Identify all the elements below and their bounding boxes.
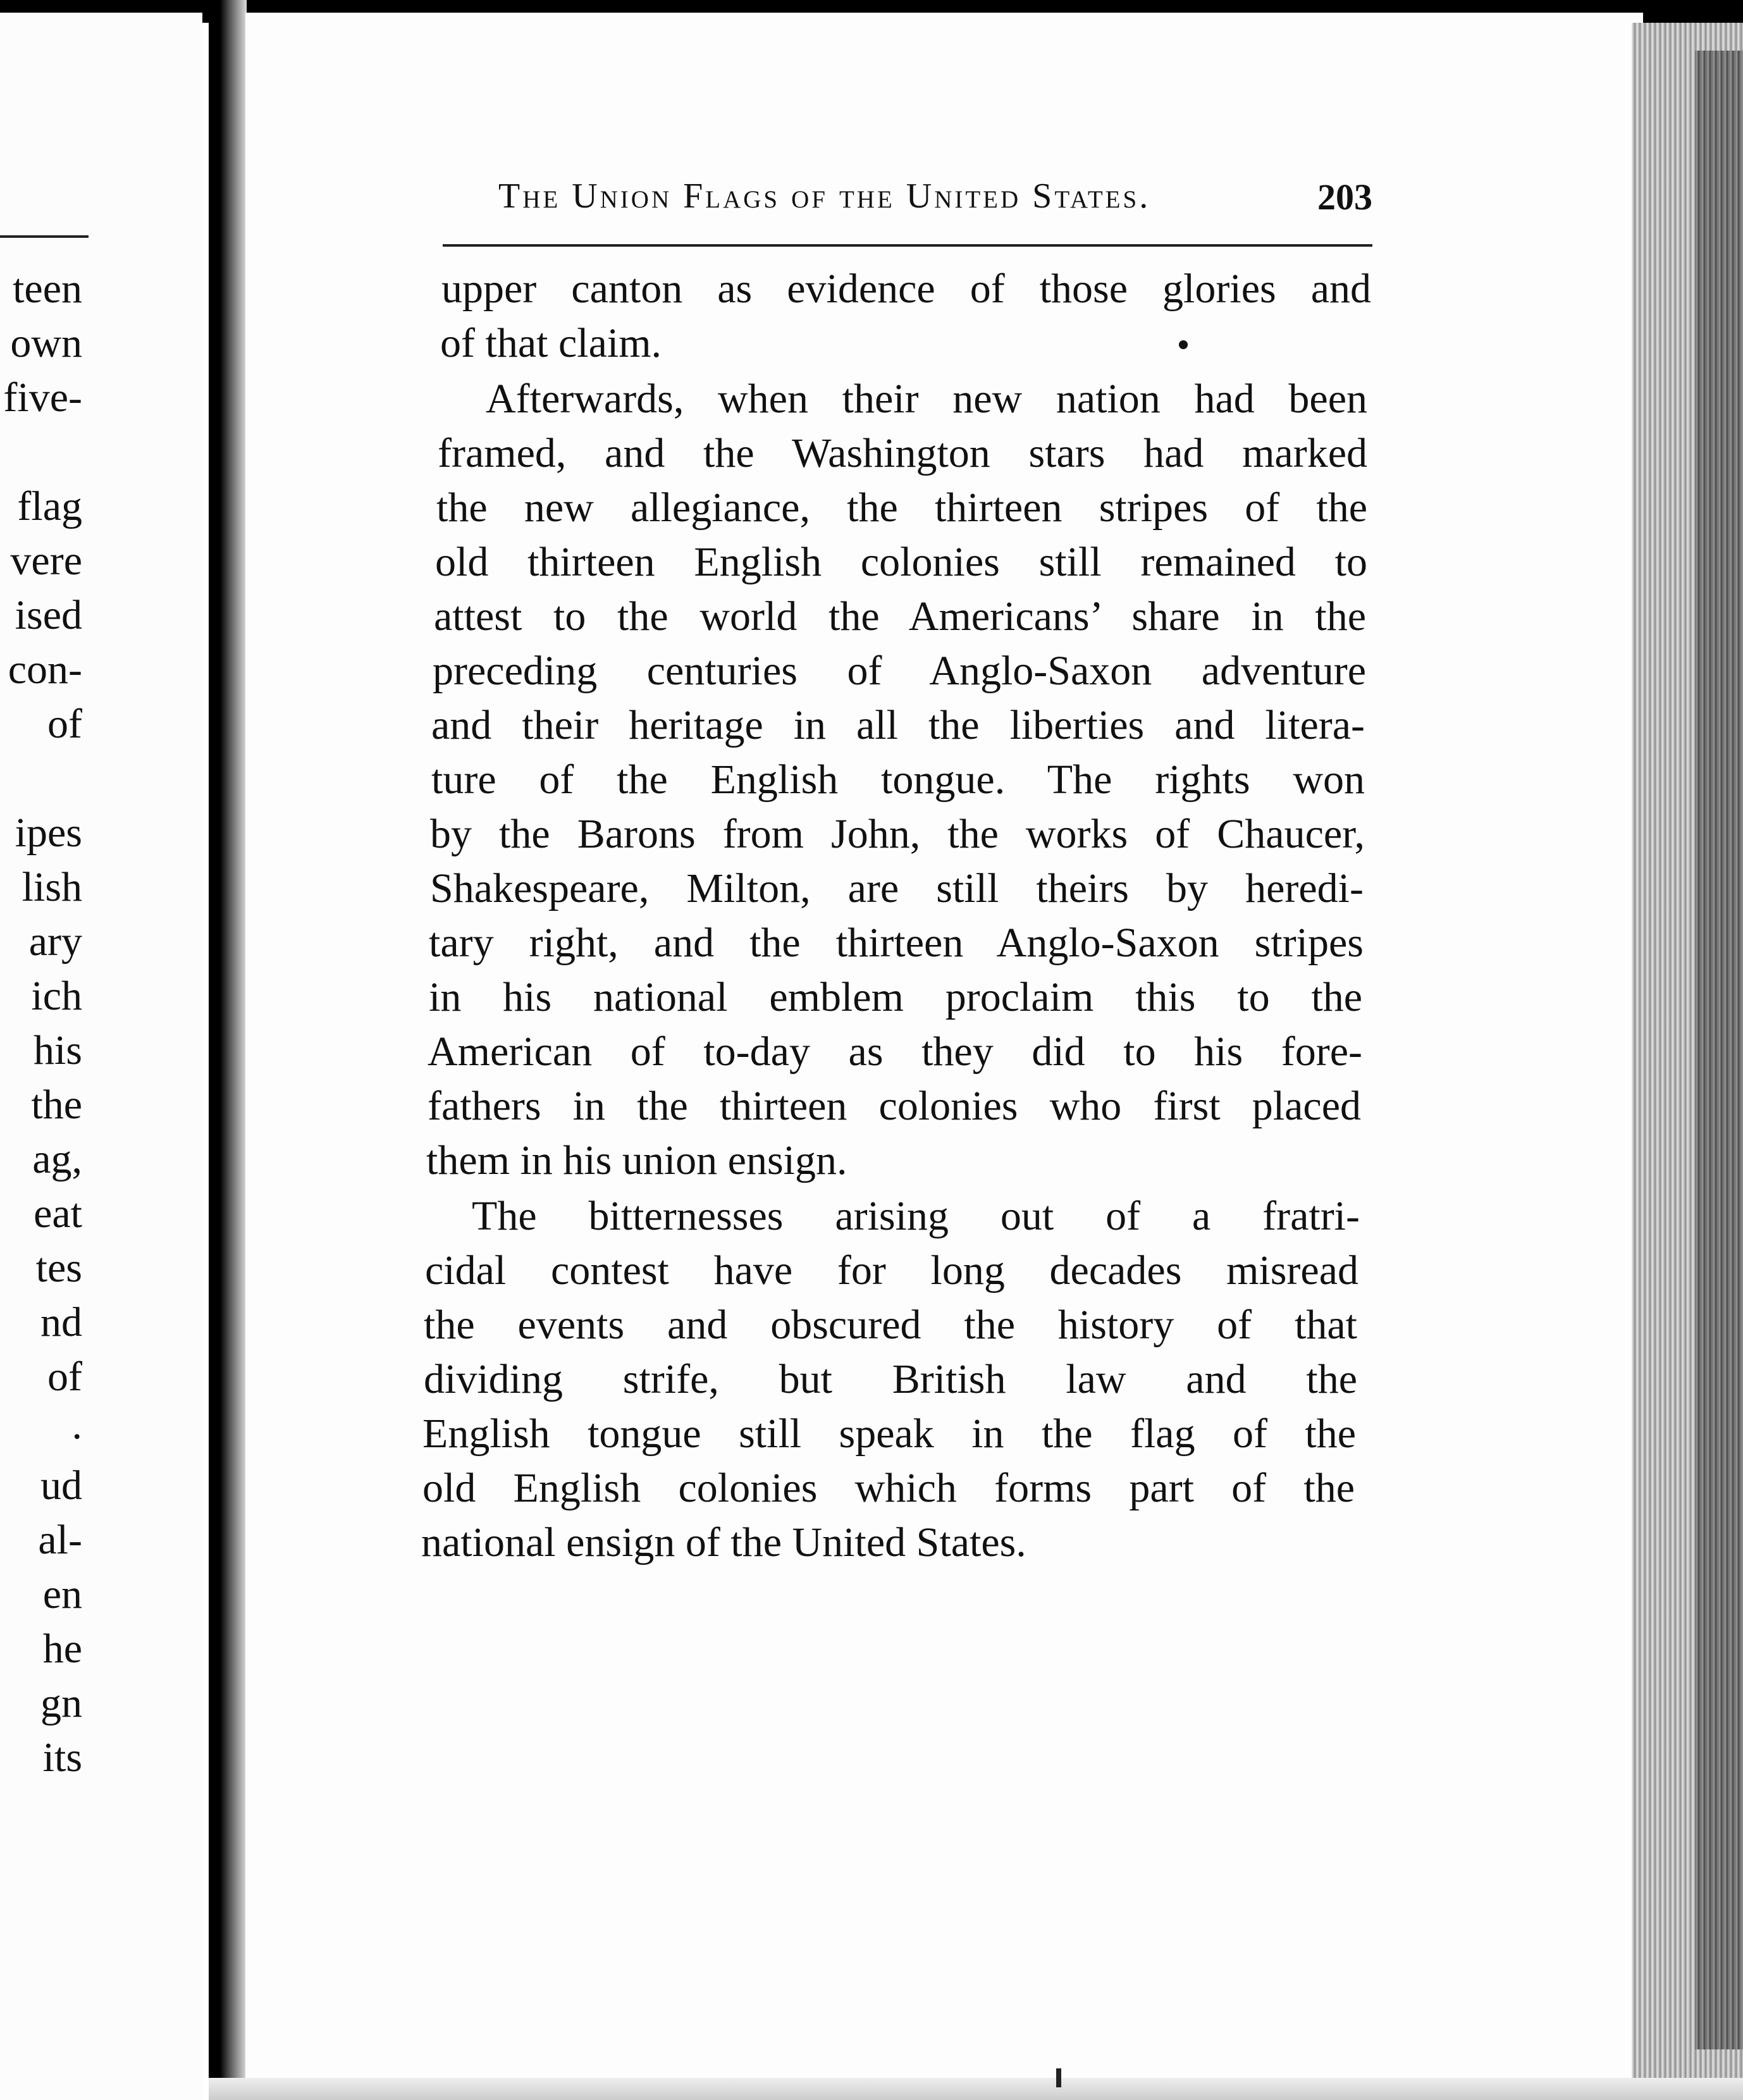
left-fragment: ised (15, 592, 82, 638)
text-line: old English colonies which forms part of the (422, 1465, 1355, 1511)
bottom-shadow (209, 2078, 1743, 2100)
left-fragment: of (47, 1354, 82, 1400)
running-title: The Union Flags of the United States. (498, 176, 1151, 216)
left-fragment: con- (8, 646, 82, 693)
left-fragment: own (10, 320, 82, 366)
text-line: and their heritage in all the liberties and litera- (431, 702, 1365, 748)
left-fragment: ary (28, 918, 82, 965)
left-fragment: flag (17, 483, 82, 529)
left-fragment: his (33, 1027, 82, 1073)
left-fragment: ud (40, 1462, 82, 1509)
left-fragment: its (42, 1734, 82, 1781)
scan-mark (1056, 2068, 1061, 2087)
text-line: English tongue still speak in the flag of the (422, 1411, 1356, 1457)
left-fragment: vere (10, 538, 82, 584)
left-fragment: teen (13, 266, 82, 312)
text-line: American of to-day as they did to his fore- (428, 1028, 1362, 1075)
text-line: fathers in the thirteen colonies who first placed (428, 1083, 1361, 1129)
text-line: preceding centuries of Anglo-Saxon adventure (433, 648, 1366, 694)
text-line: dividing strife, but British law and the (424, 1356, 1357, 1402)
page-edges-dark (1695, 51, 1743, 2049)
text-line: The bitternesses arising out of a fratri- (472, 1193, 1360, 1239)
left-fragment: ich (31, 973, 82, 1019)
left-fragment: lish (22, 864, 82, 910)
header-rule (443, 244, 1372, 247)
text-line: upper canton as evidence of those glories and (441, 266, 1371, 312)
left-fragment: of (47, 701, 82, 747)
text-line: framed, and the Washington stars had marked (438, 430, 1367, 476)
text-line: them in his union ensign. (426, 1137, 847, 1183)
text-line: the events and obscured the history of that (424, 1302, 1357, 1348)
left-fragment: en (42, 1571, 82, 1617)
text-line: cidal contest have for long decades misread (425, 1247, 1358, 1294)
text-line: by the Barons from John, the works of Chaucer, (430, 811, 1365, 857)
text-line: attest to the world the Americans’ share in the (434, 593, 1366, 639)
text-line: of that claim. (440, 320, 662, 366)
text-line: Afterwards, when their new nation had been (486, 376, 1367, 422)
left-fragment: five- (3, 374, 82, 421)
left-fragment: . (71, 1402, 82, 1448)
text-line: ture of the English tongue. The rights won (431, 757, 1365, 803)
left-facing-page (0, 13, 202, 2100)
text-line: old thirteen English colonies still remained to (435, 539, 1367, 585)
ink-speck (1179, 340, 1188, 349)
left-fragment: eat (34, 1190, 82, 1237)
text-line: national ensign of the United States. (421, 1519, 1026, 1566)
left-fragment: al- (38, 1517, 82, 1563)
book-gutter (209, 0, 247, 2100)
left-page-rule (0, 235, 89, 238)
left-fragment: he (42, 1626, 82, 1672)
left-fragment: nd (40, 1299, 82, 1345)
text-line: Shakespeare, Milton, are still theirs by heredi- (430, 865, 1364, 911)
text-line: tary right, and the thirteen Anglo-Saxon stripes (429, 920, 1364, 966)
text-line: in his national emblem proclaim this to the (429, 974, 1362, 1020)
left-fragment: tes (35, 1245, 82, 1291)
page-number: 203 (1317, 176, 1372, 218)
text-line: the new allegiance, the thirteen stripes of the (436, 485, 1367, 531)
left-fragment: ipes (15, 810, 82, 856)
running-header (443, 176, 1372, 226)
left-fragment: ag, (32, 1136, 82, 1182)
left-fragment: the (31, 1082, 82, 1128)
left-fragment: gn (40, 1680, 82, 1726)
